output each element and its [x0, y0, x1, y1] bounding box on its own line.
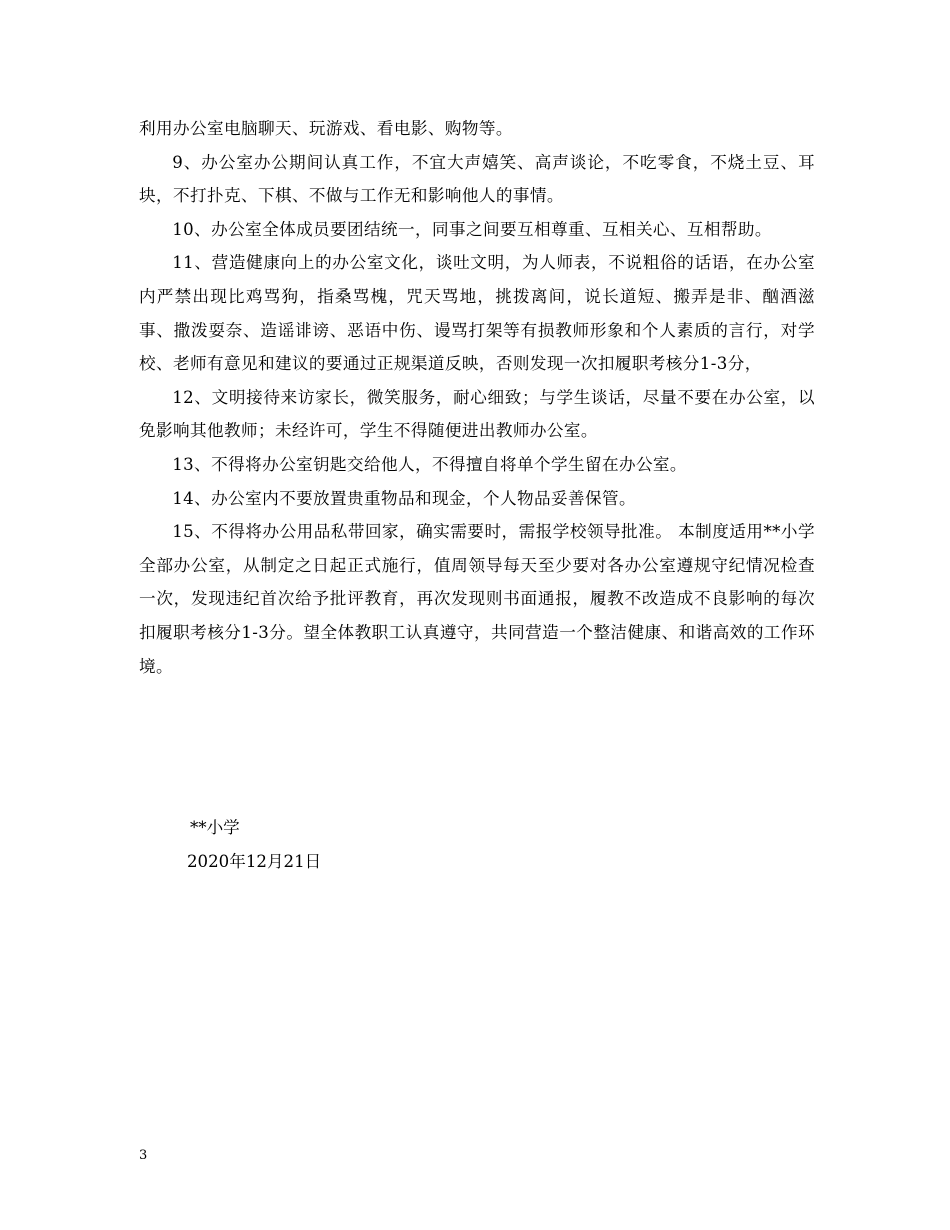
page-number: 3 [139, 1148, 148, 1163]
paragraph-rule-10: 10、办公室全体成员要团结统一，同事之间要互相尊重、互相关心、互相帮助。 [172, 219, 772, 239]
paragraph-rule-9: 9、办公室办公期间认真工作，不宜大声嬉笑、高声谈论，不吃零食，不烧土豆、耳块，不打扑克、下棋、不做与工作无和影响他人的事情。 [139, 152, 815, 206]
paragraph-rule-14: 14、办公室内不要放置贵重物品和现金，个人物品妥善保管。 [172, 488, 636, 508]
document-date: 2020年12月21日 [187, 852, 322, 871]
paragraph-rule-15: 15、不得将办公用品私带回家，确实需要时，需报学校领导批准。 本制度适用**小学全部办公室，从制定之日起正式施行，值周领导每天至少要对各办公室遵规守纪情况检查一次，发现违纪首次给予批评教育，再次发现则书面通报，履教不改造成不良影响的每次扣履职考核分1-3分。望全体教职工认真遵守，共同营造一个整洁健康、和谐高效的工作环境。 [139, 522, 815, 676]
paragraph-rule-13: 13、不得将办公室钥匙交给他人，不得擅自将单个学生留在办公室。 [172, 454, 687, 474]
paragraph-rule-11: 11、营造健康向上的办公室文化，谈吐文明，为人师表，不说粗俗的话语，在办公室内严禁出现比鸡骂狗，指桑骂槐，咒天骂地，挑拨离间，说长道短、搬弄是非、酗酒滋事、撒泼耍奈、造谣诽谤、恶语中伤、谩骂打架等有损教师形象和个人素质的言行，对学校、老师有意见和建议的要通过正规渠道反映，否则发现一次扣履职考核分1-3分， [139, 253, 815, 374]
paragraph-continuation: 利用办公室电脑聊天、玩游戏、看电影、购物等。 [139, 119, 513, 138]
signature: **小学 [190, 818, 240, 837]
paragraph-rule-12: 12、文明接待来访家长，微笑服务，耐心细致；与学生谈话，尽量不要在办公室，以免影响其他教师；未经许可，学生不得随便进出教师办公室。 [139, 387, 815, 441]
document-body [139, 112, 815, 683]
